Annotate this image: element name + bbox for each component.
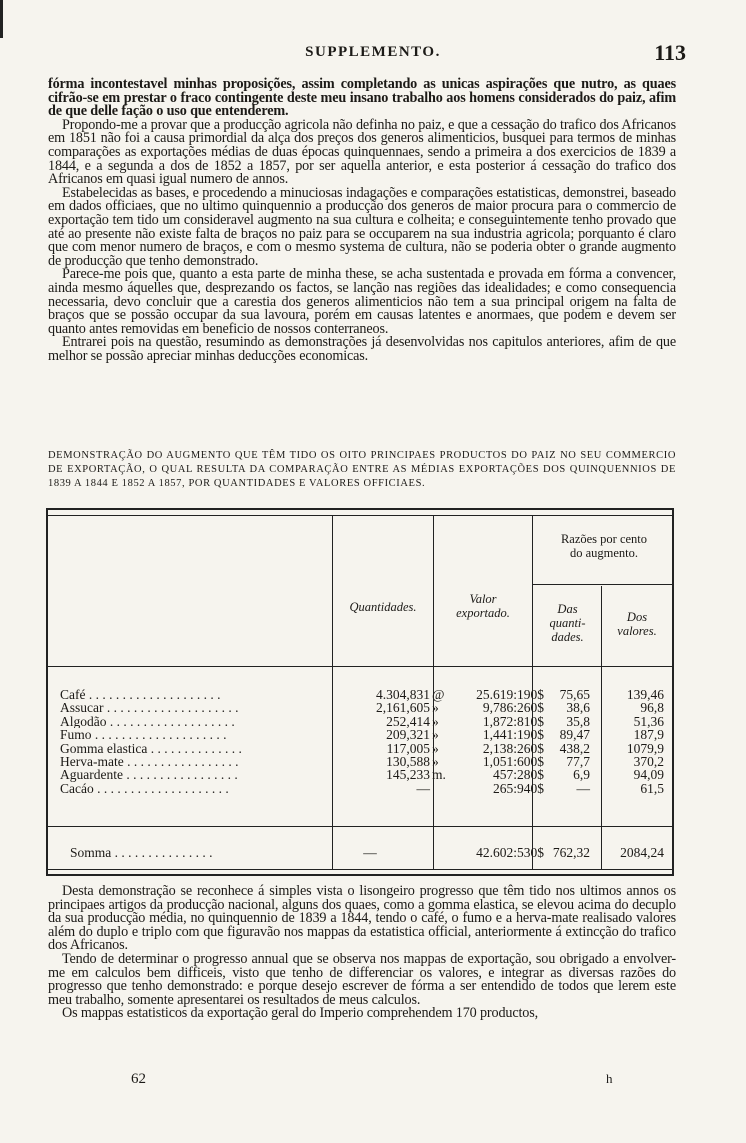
pct-value-cell: 370,2 xyxy=(633,754,664,769)
table-total-row xyxy=(60,846,670,860)
value-cell: 457:280$ xyxy=(492,767,544,783)
table-rule-bottom xyxy=(48,869,672,870)
header-razoes xyxy=(534,532,674,560)
value-cell: 1,872:810$ xyxy=(482,713,544,729)
unit-cell: » xyxy=(432,754,439,769)
product-name: Café . . . . . . . . . . . . . . . . . . . . xyxy=(60,688,221,702)
pct-value-cell: 139,46 xyxy=(626,687,664,702)
paragraph: Os mappas estatisticos da exportação geral do Imperio comprehendem 170 productos, xyxy=(62,1005,538,1022)
total-rule xyxy=(48,826,672,827)
header-das-quantidades-line: Das xyxy=(557,602,578,616)
product-name: Fumo . . . . . . . . . . . . . . . . . . . . xyxy=(60,728,227,742)
pct-value-cell: 187,9 xyxy=(633,727,664,743)
product-name: Somma . . . . . . . . . . . . . . . xyxy=(70,846,213,860)
pct-quantity-cell: 77,7 xyxy=(566,754,590,769)
pct-quantity-cell: 6,9 xyxy=(573,767,590,783)
header-quantidades: Quantidades. xyxy=(349,600,417,614)
quantity-cell: 130,588 xyxy=(386,754,430,769)
page-number: 113 xyxy=(654,40,686,65)
header-rule xyxy=(48,666,672,667)
quantity-cell: 117,005 xyxy=(386,740,430,756)
table-row xyxy=(60,728,670,742)
header-valor xyxy=(434,592,532,620)
pct-quantity-cell: 75,65 xyxy=(559,687,590,702)
product-name: Algodão . . . . . . . . . . . . . . . . . . . xyxy=(60,714,235,729)
header-dos-valores-line: Dos xyxy=(626,610,648,624)
header-razoes-line: do augmento. xyxy=(569,546,639,560)
pct-quantity-cell: 762,32 xyxy=(552,845,590,860)
value-cell: 1,051:600$ xyxy=(482,754,544,769)
signature-number: 62 xyxy=(131,1071,146,1087)
paragraph: Entrarei pois na questão, resumindo as demonstrações já desenvolvidas nos capitulos anteriores, afim de que melhor se possão apreciar minhas deducções economicas. xyxy=(48,334,676,364)
paragraph: Desta demonstração se reconhece á simples vista o lisongeiro progresso que têm tido nos ultimos annos os principaes artigos da producção nacional, alguns dos quaes, como a gomma elastica, se elevou acima do decuplo da sua producção média, no quinquennio de 1839 a 1844, tendo o café, o fumo e a herva-mate realisado valores além do duplo e triplo com que figuravão nos mappas da estatistica official, anteriormente á extincção do trafico dos Africanos. xyxy=(48,883,676,954)
quantity-cell: 252,414 xyxy=(386,713,430,729)
header-razoes-line: Razões por cento xyxy=(560,532,648,546)
quantity-cell: — xyxy=(416,780,430,796)
unit-cell: » xyxy=(432,740,439,756)
unit-cell: » xyxy=(432,700,439,716)
product-name: Assucar . . . . . . . . . . . . . . . . . . . . xyxy=(60,701,239,715)
pct-value-cell: 61,5 xyxy=(640,780,664,796)
pct-quantity-cell: 89,47 xyxy=(559,727,590,743)
table-row xyxy=(60,782,670,796)
paragraph: fórma incontestavel minhas proposições, assim completando as unicas aspirações que nutro, as quaes cifrão-se em prestar o fraco contingente deste meu insano trabalho aos homens considerados do paiz, afim de que delle fação o uso que entenderem. xyxy=(48,76,676,120)
value-cell: 2,138:260$ xyxy=(482,740,544,756)
table-row xyxy=(60,701,670,715)
intro-text xyxy=(48,78,676,363)
product-name: Aguardente . . . . . . . . . . . . . . . . . xyxy=(60,768,238,782)
paragraph: Propondo-me a provar que a producção agricola não definha no paiz, e que a cessação do trafico dos Africanos em 1851 não foi a causa primordial da alça dos preços dos generos alimenticios, busquei para termos de minhas comparações as exportações médias de duas épocas quinquennaes, sendo a primeira a dos exercicios de 1839 a 1844, e a segunda a dos de 1852 a 1857, por ser aquella anterior, e esta posterior á cessação do trafico dos Africanos em quasi igual numero de annos. xyxy=(48,116,676,188)
pct-value-cell: 96,8 xyxy=(640,700,664,716)
pct-quantity-cell: — xyxy=(576,780,590,796)
table-rule-top xyxy=(48,515,672,516)
paragraph: Parece-me pois que, quanto a esta parte de minha these, se acha sustentada e provada em fórma a convencer, ainda mesmo áquelles que, desprezando os factos, se lanção nas regiões das idealidades; e como consequencia necessaria, devo concluir que a carestia dos generos alimenticios não tem a sua principal origem na falta de braços que se possão occupar da sua lavoura, porém em causas latentes e anormaes, que podem e devem ser quanto antes removidas em beneficio de nossos conterraneos. xyxy=(48,266,676,337)
product-name: Cacáo . . . . . . . . . . . . . . . . . . . . xyxy=(60,781,229,796)
page-edge-mark xyxy=(0,0,3,38)
pct-quantity-cell: 438,2 xyxy=(559,740,590,756)
table-row xyxy=(60,768,670,782)
value-cell: 42.602:530$ xyxy=(476,845,544,860)
header-valor-line: exportado. xyxy=(456,606,510,620)
pct-value-cell: 51,36 xyxy=(633,713,664,729)
header-das-quantidades-line: quanti- xyxy=(549,616,586,630)
table-caption: DEMONSTRAÇÃO DO AUGMENTO QUE TÊM TIDO OS OITO PRINCIPAES PRODUCTOS DO PAIZ NO SEU COMMERCIO DE EXPORTAÇÃO, O QUAL RESULTA DA COMPARAÇÃO ENTRE AS MÉDIAS EXPORTAÇÕES DOS QUINQUENNIOS DE 1839 A 1844 E 1852 A 1857, POR QUANTIDADES E VALORES OFFICIAES. xyxy=(48,450,676,489)
paragraph: Estabelecidas as bases, e procedendo a minuciosas indagações e comparações estatisticas, demonstrei, baseado em dados officiaes, que no ultimo quinquennio a producção dos generos de maior procura para o commercio de exportação tem tido um consideravel augmento na sua cultura e colheita; e conseguintemente tenho provado que até ao presente não existe falta de braços no paiz para se occuparem na sua industria agricola; porquanto é claro que com menor numero de braços, e com o mesmo systema de cultura, não se poderia obter o grande augmento de producção que tenho demonstrado. xyxy=(48,184,676,269)
value-cell: 1,441:190$ xyxy=(482,727,544,743)
value-cell: 265:940$ xyxy=(492,780,544,796)
razoes-header-rule xyxy=(532,584,672,585)
closing-text xyxy=(48,885,676,1021)
pct-quantity-cell: 38,6 xyxy=(566,700,590,716)
signature-mark: h xyxy=(606,1071,613,1086)
header-dos-valores-line: valores. xyxy=(617,624,657,638)
quantity-cell: 209,321 xyxy=(386,727,430,743)
unit-cell: m. xyxy=(432,767,446,783)
header-das-quantidades xyxy=(534,602,601,644)
unit-cell: » xyxy=(432,727,439,743)
unit-cell: » xyxy=(432,713,439,729)
quantity-cell: 2,161,605 xyxy=(376,700,430,716)
header-das-quantidades-line: dades. xyxy=(551,630,584,644)
quantity-cell: 145,233 xyxy=(386,767,430,783)
pct-value-cell: 94,09 xyxy=(633,767,664,783)
unit-cell: @ xyxy=(432,687,445,702)
running-title: SUPPLEMENTO. xyxy=(305,44,441,60)
value-cell: 9,786:260$ xyxy=(482,700,544,716)
header-valor-line: Valor xyxy=(469,592,497,606)
quantity-cell: — xyxy=(363,845,377,860)
quantity-cell: 4.304,831 xyxy=(376,687,430,702)
pct-quantity-cell: 35,8 xyxy=(566,713,590,729)
pct-value-cell: 1079,9 xyxy=(626,740,664,756)
paragraph: Tendo de determinar o progresso annual que se observa nos mappas de exportação, sou obrigado a envolver-me em calculos bem difficeis, visto que tenho de differenciar os valores, e integrar as diversas razões do progresso que tenho demonstrado: e porque desejo escrever de fórma a ser entendido de todos que lerem este meu trabalho, somente apresentarei os resultados de meus calculos. xyxy=(48,950,676,1008)
product-name: Gomma elastica . . . . . . . . . . . . . . xyxy=(60,741,242,756)
product-name: Herva-mate . . . . . . . . . . . . . . . . . xyxy=(60,755,239,769)
header-dos-valores xyxy=(602,610,672,638)
pct-value-cell: 2084,24 xyxy=(620,845,664,860)
value-cell: 25.619:190$ xyxy=(476,687,544,702)
